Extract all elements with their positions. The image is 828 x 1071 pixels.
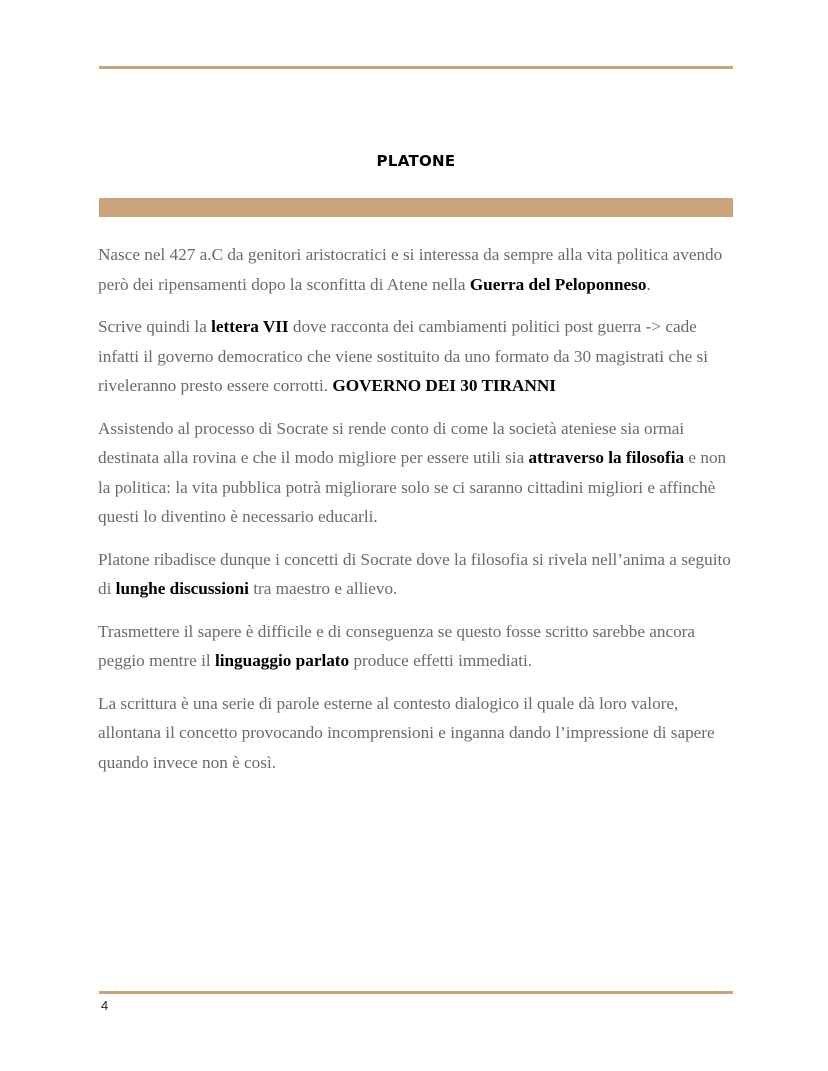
text: tra maestro e allievo. [248,579,398,598]
highlight-peloponnesian-war: Guerra del Peloponneso [469,274,647,294]
paragraph-spoken-language [98,617,738,676]
header-rule [99,66,733,69]
highlight-spoken-language: linguaggio parlato [214,651,350,670]
highlight-philosophy: attraverso la filosofia [528,448,685,467]
text: dove racconta dei cambiamenti politici post guerra -> cade infatti il governo democratico che viene sostituito da uno formato da 30 magistrati che si riveleranno presto essere corrotti. [98,317,708,395]
footer-rule [99,991,733,994]
page-title: PLATONE [376,152,456,170]
text: Scrive quindi la [98,317,212,336]
text: . [646,274,651,294]
text: La scrittura è una serie di parole esterne al contesto dialogico il quale dà loro valore, allontana il concetto provocando incomprensioni e inganna dando l’impressione di sapere quando invece non è così. [98,693,715,772]
paragraph-letter-vii [98,312,738,401]
text: Assistendo al processo di Socrate si rende conto di come la società ateniese sia ormai destinata alla rovina e che il modo migliore per essere utili sia [98,418,685,467]
text: e non la politica: la vita pubblica potrà migliorare solo se ci saranno cittadini migliori e affinchè questi lo diventino è necessario educarli. [98,448,727,526]
page-number: 4 [101,998,109,1013]
highlight-letter-vii: lettera VII [211,317,289,336]
title-band [99,198,733,217]
paragraph-discussions [98,545,738,604]
text: Trasmettere il sapere è difficile e di conseguenza se questo fosse scritto sarebbe ancora peggio mentre il [98,621,696,670]
paragraph-socrates-trial [98,414,738,532]
text: Nasce nel 427 a.C da genitori aristocratici e si interessa da sempre alla vita politica avendo però dei ripensamenti dopo la sconfitta di Atene nella [98,245,723,294]
paragraph-writing [98,689,738,778]
highlight-thirty-tyrants: GOVERNO DEI 30 TIRANNI [332,376,556,395]
paragraph-birth [98,240,738,299]
text: produce effetti immediati. [349,651,533,670]
body-text [98,240,738,790]
highlight-long-discussions: lunghe discussioni [115,579,249,598]
text: Platone ribadisce dunque i concetti di Socrate dove la filosofia si rivela nell’anima a seguito di [98,549,731,598]
